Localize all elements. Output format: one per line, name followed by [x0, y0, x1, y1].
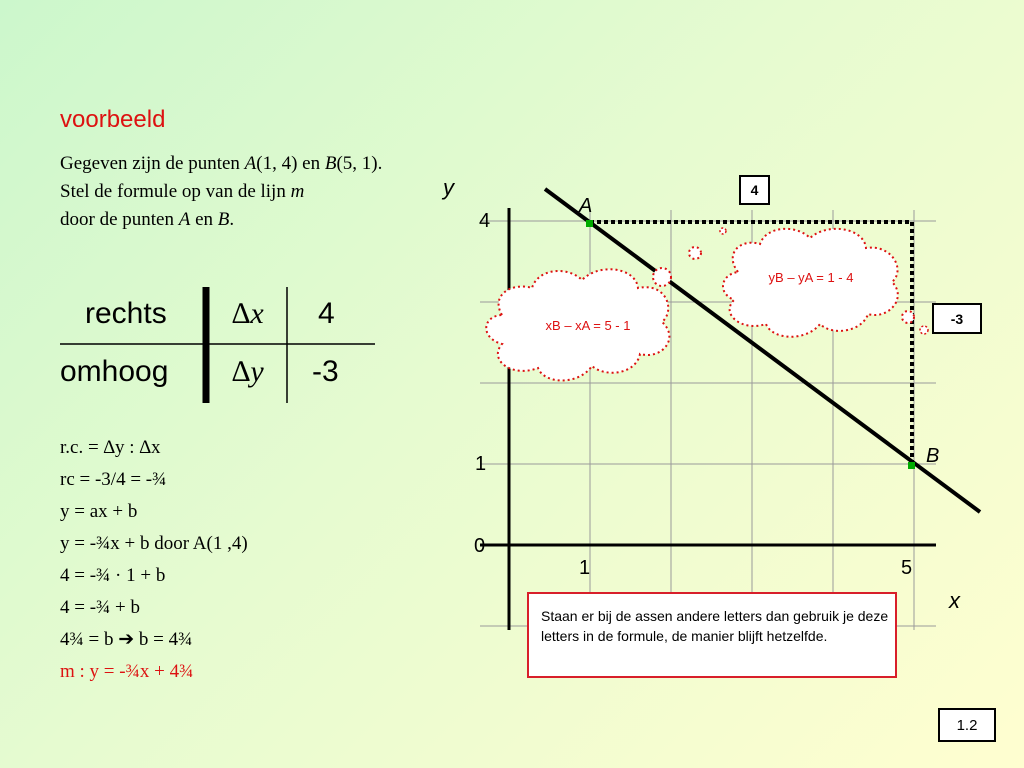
tick-y-4: 4: [479, 210, 491, 232]
step-5: 4 = -¾ · 1 + b: [60, 565, 166, 586]
point-a-label: A: [579, 195, 593, 217]
tick-y-1: 1: [475, 453, 487, 475]
intro-point-b: B: [324, 153, 337, 174]
cloud-x-text: xB – xA = 5 - 1: [545, 318, 631, 333]
slide-title: voorbeeld: [60, 106, 166, 133]
run-value-box: 4: [739, 175, 770, 205]
step-4: y = -¾x + b door A(1 ,4): [60, 533, 248, 554]
step-2: rc = -3/4 = -¾: [60, 469, 167, 490]
coordinate-graph: [440, 170, 1000, 640]
row-rechts-label: rechts: [85, 297, 167, 330]
cloud-y-text: yB – yA = 1 - 4: [768, 270, 854, 285]
intro-coords-b: (5, 1).: [336, 153, 383, 174]
row-omhoog-value: -3: [312, 355, 339, 388]
intro-text-1: Gegeven zijn de punten: [60, 153, 245, 174]
step-7: 4¾ = b ➔ b = 4¾: [60, 629, 193, 650]
step-8-answer: m : y = -¾x + 4¾: [60, 661, 194, 682]
intro-text-3: Stel de formule op van de lijn: [60, 181, 291, 202]
step-1: r.c. = ∆y : ∆x: [60, 437, 161, 458]
y-axis-label: y: [443, 175, 454, 200]
step-3: y = ax + b: [60, 501, 138, 522]
intro-point-b2: B: [217, 209, 230, 230]
rise-value-box: -3: [932, 303, 982, 334]
delta-table: [60, 285, 390, 405]
tick-x-1: 1: [579, 557, 591, 579]
cloud-x-text-wrap: [518, 318, 658, 358]
row-omhoog-label: omhoog: [60, 355, 169, 388]
intro-text-4: door de punten: [60, 209, 179, 230]
intro-point-a: A: [244, 153, 257, 174]
row-omhoog-delta: ∆y: [232, 355, 264, 388]
cloud-y-text-wrap: [740, 270, 882, 310]
intro-point-a2: A: [178, 209, 191, 230]
problem-statement: [60, 150, 400, 234]
row-rechts-delta: ∆x: [232, 297, 264, 330]
row-rechts-value: 4: [318, 297, 335, 330]
intro-dot: .: [229, 209, 235, 230]
tick-origin: 0: [474, 535, 486, 557]
solution-steps: [60, 432, 248, 688]
intro-en: en: [190, 209, 218, 230]
note-box: Staan er bij de assen andere letters dan gebruik je deze letters in de formule, de manier blijft hetzelfde.: [527, 592, 897, 678]
step-6: 4 = -¾ + b: [60, 597, 141, 618]
intro-line-m: m: [290, 181, 305, 202]
tick-x-5: 5: [901, 557, 913, 579]
point-b-marker: [908, 462, 915, 469]
x-axis-label: x: [949, 588, 960, 613]
point-a-marker: [586, 220, 593, 227]
slide-number: 1.2: [938, 708, 996, 742]
point-b-label: B: [926, 445, 940, 467]
intro-coords-a: (1, 4) en: [256, 153, 321, 174]
